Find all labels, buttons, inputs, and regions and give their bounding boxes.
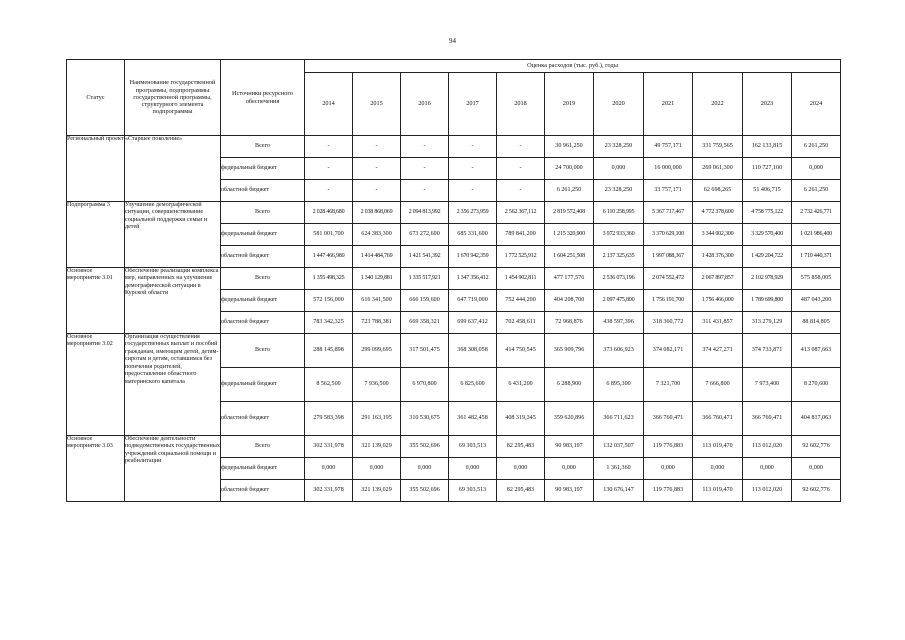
value-cell: 0,000: [693, 458, 743, 480]
value-cell: 317 501,475: [401, 334, 449, 368]
value-cell: 3 329 570,400: [743, 224, 792, 246]
value-cell: 92 602,776: [792, 436, 841, 458]
value-cell: 72 968,876: [545, 312, 594, 334]
header-name: Наименование государственной программы, подпрограммы государственной программы, структурного элемента подпрограммы: [125, 60, 221, 136]
budget-table: [66, 59, 841, 502]
value-cell: -: [497, 180, 545, 202]
value-cell: 7 321,700: [644, 368, 693, 402]
value-cell: 2 074 552,472: [644, 268, 693, 290]
value-cell: 23 328,250: [594, 180, 644, 202]
value-cell: 783 342,325: [305, 312, 353, 334]
value-cell: 477 177,576: [545, 268, 594, 290]
value-cell: -: [353, 136, 401, 158]
value-cell: -: [353, 180, 401, 202]
value-cell: 0,000: [305, 458, 353, 480]
value-cell: 1 454 902,811: [497, 268, 545, 290]
value-cell: -: [305, 136, 353, 158]
value-cell: 119 776,883: [644, 480, 693, 502]
funding-source-cell: областной бюджет: [221, 402, 305, 436]
table-row: [67, 136, 841, 158]
value-cell: 1 789 699,800: [743, 290, 792, 312]
value-cell: 581 001,700: [305, 224, 353, 246]
value-cell: 51 406,715: [743, 180, 792, 202]
value-cell: -: [449, 158, 497, 180]
value-cell: 1 215 320,900: [545, 224, 594, 246]
header-row-1: [67, 60, 841, 73]
value-cell: 3 370 629,100: [644, 224, 693, 246]
value-cell: 69 303,513: [449, 480, 497, 502]
page-number: 94: [449, 37, 456, 45]
value-cell: 2 038 868,069: [353, 202, 401, 224]
value-cell: 6 261,250: [792, 180, 841, 202]
funding-source-cell: федеральный бюджет: [221, 368, 305, 402]
value-cell: 321 139,029: [353, 480, 401, 502]
value-cell: 487 043,200: [792, 290, 841, 312]
table-row: [67, 334, 841, 368]
value-cell: 572 156,000: [305, 290, 353, 312]
value-cell: -: [401, 180, 449, 202]
value-cell: 2 102 978,929: [743, 268, 792, 290]
value-cell: 1 335 517,921: [401, 268, 449, 290]
value-cell: -: [497, 158, 545, 180]
value-cell: 162 133,815: [743, 136, 792, 158]
value-cell: 92 602,776: [792, 480, 841, 502]
header-year: 2016: [401, 73, 449, 136]
header-year: 2017: [449, 73, 497, 136]
program-name-cell: Обеспечение реализации комплекса мер, направленных на улучшение демографической ситуации в Курской области: [125, 268, 221, 334]
value-cell: 2 536 073,196: [594, 268, 644, 290]
value-cell: 0,000: [644, 458, 693, 480]
value-cell: 0,000: [743, 458, 792, 480]
value-cell: 616 341,500: [353, 290, 401, 312]
value-cell: 699 637,412: [449, 312, 497, 334]
header-year: 2015: [353, 73, 401, 136]
value-cell: 1 710 440,371: [792, 246, 841, 268]
status-cell: Основное мероприятие 3.01: [67, 268, 125, 334]
value-cell: 6 970,800: [401, 368, 449, 402]
table-row: [67, 436, 841, 458]
value-cell: 669 358,321: [401, 312, 449, 334]
value-cell: 414 750,545: [497, 334, 545, 368]
value-cell: 366 760,471: [644, 402, 693, 436]
value-cell: 666 159,600: [401, 290, 449, 312]
status-cell: Подпрограмма 3: [67, 202, 125, 268]
value-cell: 1 756 191,700: [644, 290, 693, 312]
value-cell: 2 097 475,800: [594, 290, 644, 312]
value-cell: 702 458,611: [497, 312, 545, 334]
value-cell: 6 261,250: [545, 180, 594, 202]
header-year: 2022: [693, 73, 743, 136]
value-cell: 6 110 258,995: [594, 202, 644, 224]
funding-source-cell: областной бюджет: [221, 180, 305, 202]
value-cell: 3 972 933,360: [594, 224, 644, 246]
value-cell: 311 431,857: [693, 312, 743, 334]
value-cell: 366 760,471: [743, 402, 792, 436]
value-cell: 438 597,396: [594, 312, 644, 334]
value-cell: 1 361,360: [594, 458, 644, 480]
funding-source-cell: Всего: [221, 136, 305, 158]
value-cell: 368 308,058: [449, 334, 497, 368]
value-cell: 90 983,197: [545, 480, 594, 502]
value-cell: -: [305, 180, 353, 202]
value-cell: 6 895,300: [594, 368, 644, 402]
value-cell: 3 344 002,300: [693, 224, 743, 246]
value-cell: 49 757,171: [644, 136, 693, 158]
header-status: Статус: [67, 60, 125, 136]
value-cell: 4 758 775,122: [743, 202, 792, 224]
value-cell: 24 700,000: [545, 158, 594, 180]
header-year: 2023: [743, 73, 792, 136]
value-cell: 355 502,696: [401, 436, 449, 458]
value-cell: 1 772 525,912: [497, 246, 545, 268]
value-cell: 1 756 466,000: [693, 290, 743, 312]
value-cell: 6 261,250: [792, 136, 841, 158]
value-cell: 359 620,896: [545, 402, 594, 436]
value-cell: 723 788,381: [353, 312, 401, 334]
funding-source-cell: Всего: [221, 334, 305, 368]
header-year: 2014: [305, 73, 353, 136]
value-cell: 302 331,978: [305, 436, 353, 458]
value-cell: 0,000: [594, 158, 644, 180]
value-cell: 82 295,483: [497, 436, 545, 458]
value-cell: 69 303,513: [449, 436, 497, 458]
value-cell: 318 360,772: [644, 312, 693, 334]
value-cell: -: [497, 136, 545, 158]
value-cell: 331 759,565: [693, 136, 743, 158]
value-cell: 2 094 813,992: [401, 202, 449, 224]
value-cell: 2 356 273,959: [449, 202, 497, 224]
value-cell: -: [353, 158, 401, 180]
funding-source-cell: Всего: [221, 436, 305, 458]
value-cell: 110 727,100: [743, 158, 792, 180]
value-cell: 313 279,129: [743, 312, 792, 334]
value-cell: 673 272,600: [401, 224, 449, 246]
value-cell: 90 983,197: [545, 436, 594, 458]
value-cell: 624 383,300: [353, 224, 401, 246]
header-estimate: Оценка расходов (тыс. руб.), годы: [305, 60, 841, 73]
value-cell: -: [305, 158, 353, 180]
value-cell: 82 295,483: [497, 480, 545, 502]
value-cell: 16 000,000: [644, 158, 693, 180]
value-cell: 7 973,400: [743, 368, 792, 402]
value-cell: 2 819 572,408: [545, 202, 594, 224]
value-cell: -: [449, 136, 497, 158]
value-cell: 374 427,271: [693, 334, 743, 368]
status-cell: Основное мероприятие 3.03: [67, 436, 125, 502]
value-cell: 321 139,029: [353, 436, 401, 458]
header-year: 2019: [545, 73, 594, 136]
value-cell: 752 444,200: [497, 290, 545, 312]
value-cell: 8 270,600: [792, 368, 841, 402]
value-cell: 2 137 325,635: [594, 246, 644, 268]
value-cell: 0,000: [497, 458, 545, 480]
value-cell: 1 428 376,300: [693, 246, 743, 268]
value-cell: 2 732 426,771: [792, 202, 841, 224]
funding-source-cell: областной бюджет: [221, 312, 305, 334]
value-cell: 404 208,700: [545, 290, 594, 312]
value-cell: -: [449, 180, 497, 202]
funding-source-cell: Всего: [221, 202, 305, 224]
value-cell: 113 012,020: [743, 480, 792, 502]
value-cell: 1 604 251,508: [545, 246, 594, 268]
value-cell: 113 019,470: [693, 436, 743, 458]
funding-source-cell: федеральный бюджет: [221, 290, 305, 312]
value-cell: 373 606,923: [594, 334, 644, 368]
value-cell: 1 414 484,769: [353, 246, 401, 268]
value-cell: 685 331,600: [449, 224, 497, 246]
value-cell: 789 841,200: [497, 224, 545, 246]
value-cell: 0,000: [401, 458, 449, 480]
table-body: [67, 136, 841, 502]
value-cell: 1 421 541,392: [401, 246, 449, 268]
value-cell: 365 909,796: [545, 334, 594, 368]
value-cell: 6 825,600: [449, 368, 497, 402]
value-cell: 1 670 942,359: [449, 246, 497, 268]
value-cell: 366 760,471: [693, 402, 743, 436]
value-cell: 113 012,020: [743, 436, 792, 458]
table-row: [67, 268, 841, 290]
value-cell: 374 082,171: [644, 334, 693, 368]
value-cell: 6 288,900: [545, 368, 594, 402]
value-cell: 4 772 378,600: [693, 202, 743, 224]
header-year: 2021: [644, 73, 693, 136]
funding-source-cell: федеральный бюджет: [221, 158, 305, 180]
value-cell: 130 676,147: [594, 480, 644, 502]
value-cell: 1 447 466,980: [305, 246, 353, 268]
program-name-cell: Организация осуществления государственных выплат и пособий гражданам, имеющим детей, детям-сиротам и детям, оставшимся без попечения родителей, предоставление областного материнского капитала: [125, 334, 221, 436]
value-cell: 62 698,265: [693, 180, 743, 202]
value-cell: 113 019,470: [693, 480, 743, 502]
value-cell: 7 936,500: [353, 368, 401, 402]
value-cell: -: [401, 136, 449, 158]
program-name-cell: Улучшение демографической ситуации, совершенствование социальной поддержки семьи и детей: [125, 202, 221, 268]
value-cell: 23 328,250: [594, 136, 644, 158]
header-year: 2018: [497, 73, 545, 136]
value-cell: 575 858,005: [792, 268, 841, 290]
value-cell: 8 562,500: [305, 368, 353, 402]
value-cell: 6 431,200: [497, 368, 545, 402]
value-cell: 1 340 129,881: [353, 268, 401, 290]
value-cell: 302 331,978: [305, 480, 353, 502]
value-cell: 374 733,871: [743, 334, 792, 368]
status-cell: Основное мероприятие 3.02: [67, 334, 125, 436]
funding-source-cell: Всего: [221, 268, 305, 290]
funding-source-cell: федеральный бюджет: [221, 458, 305, 480]
value-cell: 299 099,695: [353, 334, 401, 368]
value-cell: 355 502,696: [401, 480, 449, 502]
value-cell: 269 061,300: [693, 158, 743, 180]
value-cell: 5 367 717,467: [644, 202, 693, 224]
value-cell: 2 067 897,857: [693, 268, 743, 290]
table-row: [67, 202, 841, 224]
funding-source-cell: федеральный бюджет: [221, 224, 305, 246]
value-cell: 291 163,195: [353, 402, 401, 436]
value-cell: 1 347 356,412: [449, 268, 497, 290]
value-cell: 119 776,883: [644, 436, 693, 458]
value-cell: 404 817,063: [792, 402, 841, 436]
value-cell: -: [401, 158, 449, 180]
value-cell: 1 997 088,367: [644, 246, 693, 268]
status-cell: Региональный проект: [67, 136, 125, 202]
header-year: 2024: [792, 73, 841, 136]
value-cell: 7 666,800: [693, 368, 743, 402]
value-cell: 0,000: [792, 158, 841, 180]
value-cell: 1 429 204,722: [743, 246, 792, 268]
program-name-cell: Обеспечение деятельности подведомственных государственных учреждений социальной помощи и реабилитации: [125, 436, 221, 502]
value-cell: 2 562 367,112: [497, 202, 545, 224]
value-cell: 366 711,623: [594, 402, 644, 436]
header-source: Источники ресурсного обеспечения: [221, 60, 305, 136]
value-cell: 361 482,458: [449, 402, 497, 436]
value-cell: 413 087,663: [792, 334, 841, 368]
value-cell: 2 028 468,680: [305, 202, 353, 224]
value-cell: 33 757,171: [644, 180, 693, 202]
funding-source-cell: областной бюджет: [221, 246, 305, 268]
value-cell: 288 145,898: [305, 334, 353, 368]
value-cell: 0,000: [545, 458, 594, 480]
funding-source-cell: областной бюджет: [221, 480, 305, 502]
value-cell: 279 583,398: [305, 402, 353, 436]
value-cell: 30 961,250: [545, 136, 594, 158]
value-cell: 0,000: [449, 458, 497, 480]
value-cell: 0,000: [353, 458, 401, 480]
value-cell: 647 719,000: [449, 290, 497, 312]
program-name-cell: «Старшее поколение»: [125, 136, 221, 202]
value-cell: 1 355 498,325: [305, 268, 353, 290]
value-cell: 310 530,675: [401, 402, 449, 436]
value-cell: 132 037,507: [594, 436, 644, 458]
value-cell: 408 319,345: [497, 402, 545, 436]
header-year: 2020: [594, 73, 644, 136]
value-cell: 0,000: [792, 458, 841, 480]
value-cell: 1 021 986,400: [792, 224, 841, 246]
value-cell: 88 814,805: [792, 312, 841, 334]
